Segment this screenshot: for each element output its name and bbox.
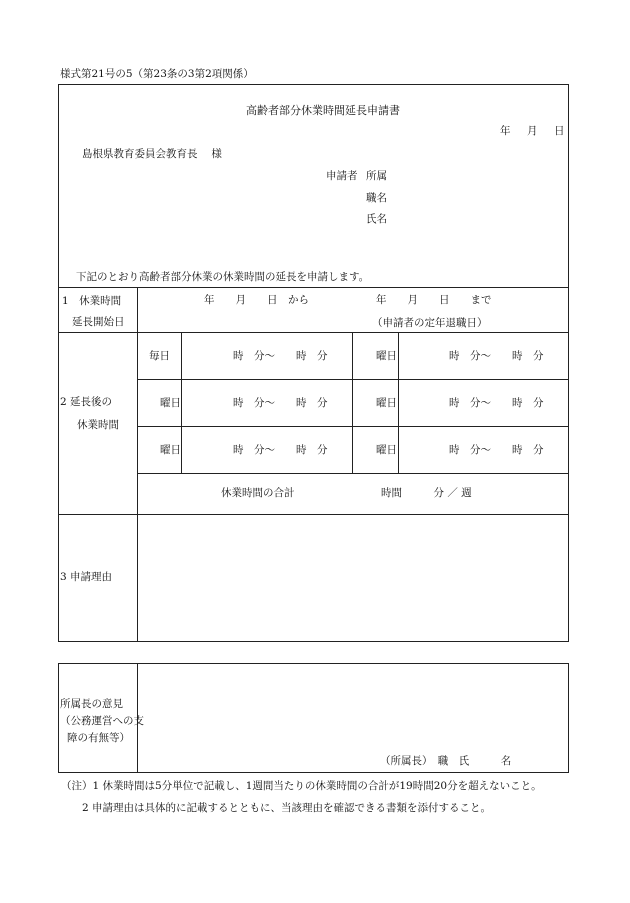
total-hours-value: 時間 分 ／ 週 xyxy=(381,487,472,499)
request-text: 下記のとおり高齢者部分休業の休業時間の延長を申請します。 xyxy=(76,271,370,283)
name-label: 氏名 xyxy=(366,213,387,225)
opinion-label-line1: 所属長の意見 xyxy=(60,698,123,710)
section1-label-line2: 延長開始日 xyxy=(72,316,125,328)
row3-weekday-label-right: 曜日 xyxy=(376,444,397,456)
section1-retirement-note: （申請者の定年退職日） xyxy=(372,317,488,329)
section1-from-date: 年 月 日 から xyxy=(204,294,309,306)
position-label: 職名 xyxy=(366,192,387,204)
row1-right-time: 時 分～ 時 分 xyxy=(449,350,544,362)
opinion-border-left xyxy=(58,663,59,773)
divider-section2 xyxy=(58,514,569,515)
form-border-right xyxy=(568,84,569,642)
row3-weekday-label-left: 曜日 xyxy=(160,444,181,456)
divider-header xyxy=(58,287,569,288)
date-line: 年 月 日 xyxy=(500,125,568,137)
opinion-signature: （所属長） 職 氏 名 xyxy=(380,755,512,767)
form-title: 高齢者部分休業時間延長申請書 xyxy=(246,104,400,117)
form-number: 様式第21号の5（第23条の3第2項関係） xyxy=(60,68,254,80)
row1-left-time: 時 分～ 時 分 xyxy=(233,350,328,362)
note-1: （注）1 休業時間は5分単位で記載し、1週間当たりの休業時間の合計が19時間20分を超えないこと。 xyxy=(61,780,542,792)
row2-weekday-label-left: 曜日 xyxy=(160,397,181,409)
label-column-line xyxy=(137,287,138,642)
row1-everyday-label: 毎日 xyxy=(149,350,170,362)
section2-label-line1: 2 延長後の xyxy=(60,396,113,408)
opinion-border-right xyxy=(568,663,569,773)
note-2: 2 申請理由は具体的に記載するとともに、当該理由を確認できる書類を添付すること。 xyxy=(82,802,492,814)
day-column-line-left xyxy=(181,332,182,474)
form-border-bottom xyxy=(58,641,569,642)
divider-section1 xyxy=(58,332,569,333)
row2-weekday-label-right: 曜日 xyxy=(376,397,397,409)
divider-row3 xyxy=(137,473,569,474)
middle-column-line xyxy=(352,332,353,474)
row3-left-time: 時 分～ 時 分 xyxy=(233,444,328,456)
form-border-left xyxy=(58,84,59,642)
opinion-border-bottom xyxy=(58,772,569,773)
row3-right-time: 時 分～ 時 分 xyxy=(449,444,544,456)
divider-row1 xyxy=(137,379,569,380)
row1-weekday-label: 曜日 xyxy=(376,350,397,362)
affiliation-label: 所属 xyxy=(366,170,387,182)
opinion-border-top xyxy=(58,663,569,664)
section1-to-date: 年 月 日 まで xyxy=(376,294,492,306)
row2-left-time: 時 分～ 時 分 xyxy=(233,397,328,409)
section3-label: 3 申請理由 xyxy=(60,571,113,583)
addressee: 島根県教育委員会教育長 様 xyxy=(82,148,222,160)
form-border-top xyxy=(58,84,569,85)
section2-label-line2: 休業時間 xyxy=(77,419,119,431)
day-column-line-right xyxy=(398,332,399,474)
total-hours-label: 休業時間の合計 xyxy=(221,487,295,499)
section1-label-line1: 1 休業時間 xyxy=(62,295,122,307)
row2-right-time: 時 分～ 時 分 xyxy=(449,397,544,409)
opinion-label-line2: （公務運営への支 xyxy=(60,715,144,727)
opinion-label-line3: 障の有無等） xyxy=(67,732,130,744)
applicant-label: 申請者 xyxy=(326,170,358,182)
divider-row2 xyxy=(137,426,569,427)
